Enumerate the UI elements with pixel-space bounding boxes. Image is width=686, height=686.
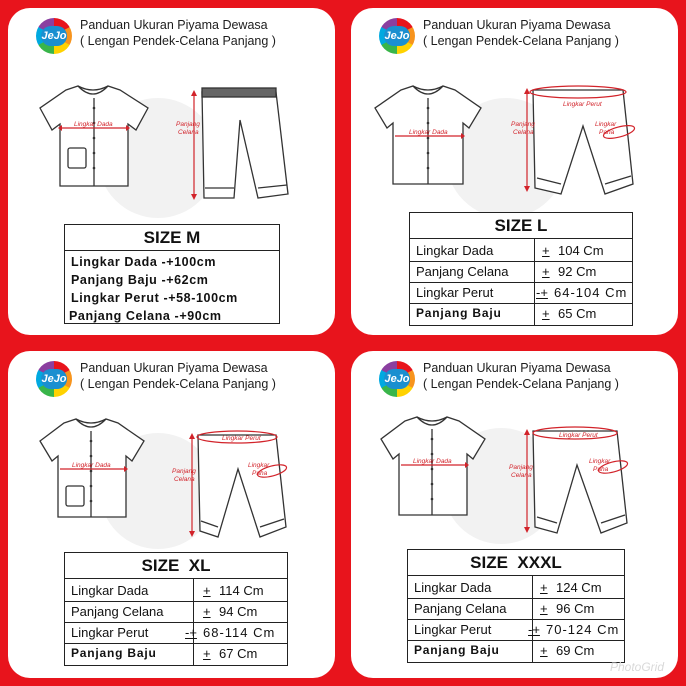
table-row: Lingkar Perut -+58-100cm [71, 291, 238, 305]
photogrid-watermark: PhotoGrid [609, 660, 664, 674]
size-title: SIZE M [65, 225, 279, 251]
waist-label: Lingkar Perut [222, 435, 261, 442]
svg-text:Panjang: Panjang [172, 468, 196, 475]
size-spec-table [407, 549, 625, 663]
pajama-diagram [8, 8, 335, 223]
panel-subtitle: ( Lengan Pendek-Celana Panjang ) [80, 34, 276, 48]
chest-label: Lingkar Dada [74, 121, 113, 128]
size-chart-panel-m [8, 8, 335, 335]
svg-text:Lingkar: Lingkar [248, 462, 270, 469]
table-row: Panjang Baju + 67 Cm [71, 646, 258, 661]
brand-logo: JeJo [36, 361, 72, 397]
svg-text:Panjang: Panjang [509, 464, 533, 471]
panel-subtitle: ( Lengan Pendek-Celana Panjang ) [423, 377, 619, 391]
waist-label: Lingkar Perut [563, 101, 602, 108]
table-row: Panjang Baju + 69 Cm [414, 643, 595, 658]
chest-label: Lingkar Dada [413, 458, 452, 465]
pajama-diagram [351, 351, 678, 551]
pajama-diagram [351, 8, 678, 223]
size-title: SIZE L [410, 213, 632, 239]
table-row: Panjang Celana + 94 Cm [71, 604, 258, 619]
size-title: SIZE XL [65, 553, 287, 579]
size-spec-table [64, 224, 280, 324]
table-row: Lingkar Dada + 124 Cm [414, 580, 602, 595]
table-row: Lingkar Dada -+100cm [71, 255, 217, 269]
chest-label: Lingkar Dada [409, 129, 448, 136]
table-row: Lingkar Perut -+ 68-114 Cm [71, 625, 276, 640]
pants-icon [198, 435, 286, 537]
table-row: Panjang Celana + 96 Cm [414, 601, 595, 616]
chest-label: Lingkar Dada [72, 462, 111, 469]
table-row: Panjang Baju + 65 Cm [416, 306, 597, 321]
panel-title: Panduan Ukuran Piyama Dewasa [423, 361, 611, 375]
table-row: Panjang Celana + 92 Cm [416, 264, 597, 279]
svg-text:Celana: Celana [511, 472, 532, 479]
table-row: Lingkar Dada + 114 Cm [71, 583, 264, 598]
svg-text:Lingkar: Lingkar [595, 121, 617, 128]
size-spec-table [64, 552, 288, 666]
table-row: Lingkar Perut -+ 64-104 Cm [416, 285, 628, 300]
svg-text:Lingkar: Lingkar [589, 458, 611, 465]
size-spec-table [409, 212, 633, 326]
panel-subtitle: ( Lengan Pendek-Celana Panjang ) [80, 377, 276, 391]
svg-text:Celana: Celana [178, 129, 199, 136]
panel-title: Panduan Ukuran Piyama Dewasa [80, 18, 268, 32]
panel-title: Panduan Ukuran Piyama Dewasa [423, 18, 611, 32]
panel-title: Panduan Ukuran Piyama Dewasa [80, 361, 268, 375]
pajama-diagram [8, 351, 335, 551]
pants-icon [202, 88, 288, 198]
brand-logo: JeJo [379, 361, 415, 397]
svg-text:Panjang: Panjang [511, 121, 535, 128]
svg-text:Panjang: Panjang [176, 121, 200, 128]
panel-subtitle: ( Lengan Pendek-Celana Panjang ) [423, 34, 619, 48]
table-row: Panjang Celana -+90cm [69, 309, 222, 323]
svg-text:Paha: Paha [252, 470, 268, 477]
size-chart-panel-xxxl [351, 351, 678, 678]
svg-text:Paha: Paha [593, 466, 609, 473]
size-title: SIZE XXXL [408, 550, 624, 576]
brand-logo: JeJo [36, 18, 72, 54]
waist-label: Lingkar Perut [559, 432, 598, 439]
svg-text:Paha: Paha [599, 129, 615, 136]
pants-icon [533, 431, 627, 533]
size-chart-panel-xl [8, 351, 335, 678]
table-row: Lingkar Dada + 104 Cm [416, 243, 604, 258]
size-chart-panel-l [351, 8, 678, 335]
table-row: Panjang Baju -+62cm [71, 273, 209, 287]
svg-text:Celana: Celana [174, 476, 195, 483]
table-row: Lingkar Perut -+ 70-124 Cm [414, 622, 620, 637]
svg-text:Celana: Celana [513, 129, 534, 136]
brand-logo: JeJo [379, 18, 415, 54]
